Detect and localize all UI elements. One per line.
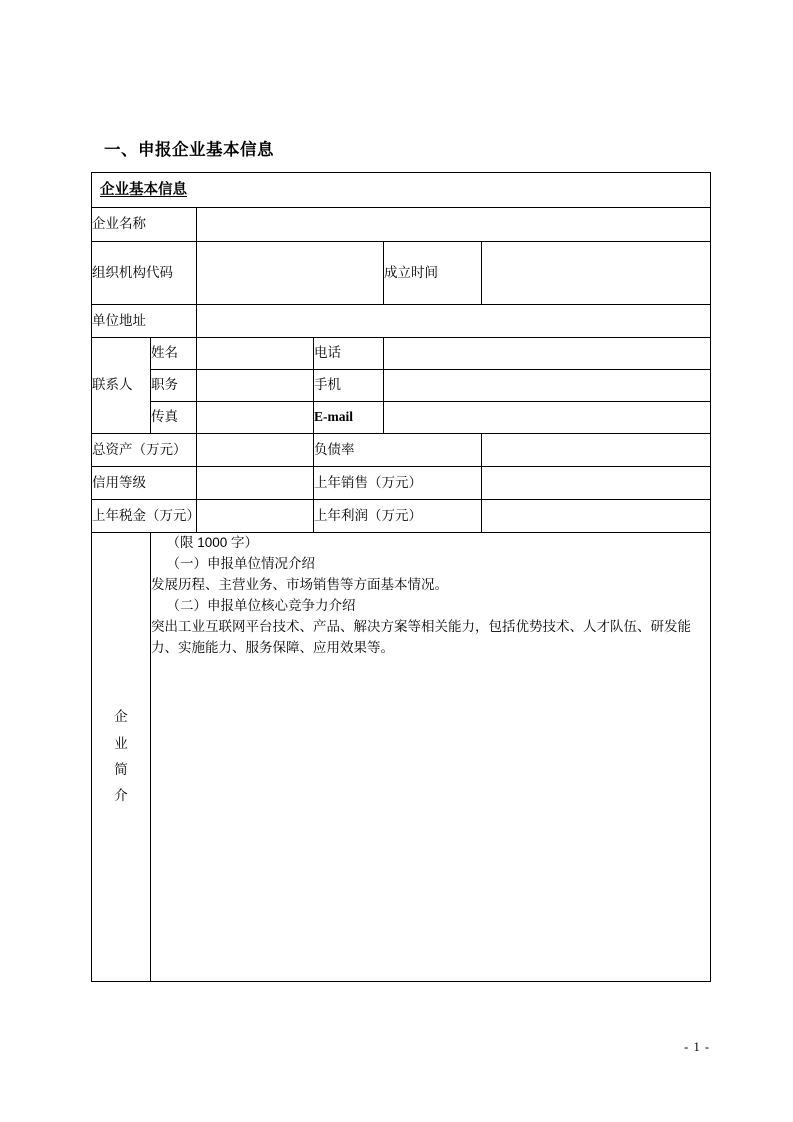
table-header-label: 企业基本信息 [100, 181, 187, 198]
profile-subsection-two-text: 突出工业互联网平台技术、产品、解决方案等相关能力，包括优势技术、人才队伍、研发能力、实施能力、服务保障、应用效果等。 [151, 618, 691, 655]
table-header-row [92, 173, 711, 208]
org-code-label: 组织机构代码 [92, 242, 197, 305]
table-row [92, 533, 711, 982]
company-profile-label-char: 业 [114, 735, 128, 751]
total-assets-field[interactable] [197, 434, 314, 467]
contact-title-label: 职务 [151, 370, 197, 402]
address-field[interactable] [197, 305, 711, 338]
contact-person-label: 联系人 [92, 338, 151, 434]
org-code-field[interactable] [197, 242, 384, 305]
last-year-profit-field[interactable] [482, 500, 711, 533]
debt-ratio-field[interactable] [482, 434, 711, 467]
company-profile-label [92, 533, 151, 982]
last-year-sales-label: 上年销售（万元） [314, 467, 482, 500]
company-name-field[interactable] [197, 208, 711, 242]
contact-mobile-label: 手机 [314, 370, 384, 402]
contact-name-field[interactable] [197, 338, 314, 370]
table-row [92, 242, 711, 305]
debt-ratio-label: 负债率 [314, 434, 482, 467]
address-label: 单位地址 [92, 305, 197, 338]
last-year-tax-label: 上年税金（万元） [92, 500, 197, 533]
established-date-label: 成立时间 [384, 242, 482, 305]
profile-subsection-one-title: （一）申报单位情况介绍 [166, 555, 316, 571]
profile-subsection-one-text: 发展历程、主营业务、市场销售等方面基本情况。 [151, 576, 448, 592]
profile-subsection-two-title: （二）申报单位核心竞争力介绍 [166, 597, 356, 613]
company-name-label: 企业名称 [92, 208, 197, 242]
contact-email-field[interactable] [384, 402, 711, 434]
contact-mobile-field[interactable] [384, 370, 711, 402]
company-profile-label-vertical [114, 704, 128, 809]
last-year-profit-label: 上年利润（万元） [314, 500, 482, 533]
last-year-tax-field[interactable] [197, 500, 314, 533]
enterprise-basic-info-table [91, 172, 711, 982]
company-profile-field[interactable] [151, 533, 711, 982]
credit-rating-field[interactable] [197, 467, 314, 500]
profile-word-limit-note: （限 1000 字） [166, 535, 259, 550]
table-row [92, 208, 711, 242]
last-year-sales-field[interactable] [482, 467, 711, 500]
contact-fax-label: 传真 [151, 402, 197, 434]
table-header-cell [92, 173, 711, 208]
credit-rating-label: 信用等级 [92, 467, 197, 500]
table-row [92, 370, 711, 402]
table-row [92, 338, 711, 370]
company-profile-label-char: 企 [114, 709, 128, 725]
contact-phone-field[interactable] [384, 338, 711, 370]
table-row [92, 467, 711, 500]
page-number-footer: - 1 - [684, 1040, 710, 1054]
company-profile-label-char: 介 [114, 788, 128, 804]
table-row [92, 434, 711, 467]
contact-phone-label: 电话 [314, 338, 384, 370]
contact-name-label: 姓名 [151, 338, 197, 370]
table-row [92, 305, 711, 338]
page-title: 一、申报企业基本信息 [104, 141, 274, 159]
table-row [92, 500, 711, 533]
contact-title-field[interactable] [197, 370, 314, 402]
total-assets-label: 总资产（万元） [92, 434, 197, 467]
table-row [92, 402, 711, 434]
contact-fax-field[interactable] [197, 402, 314, 434]
established-date-field[interactable] [482, 242, 711, 305]
contact-email-label: E-mail [314, 402, 384, 434]
company-profile-label-char: 简 [114, 762, 128, 777]
